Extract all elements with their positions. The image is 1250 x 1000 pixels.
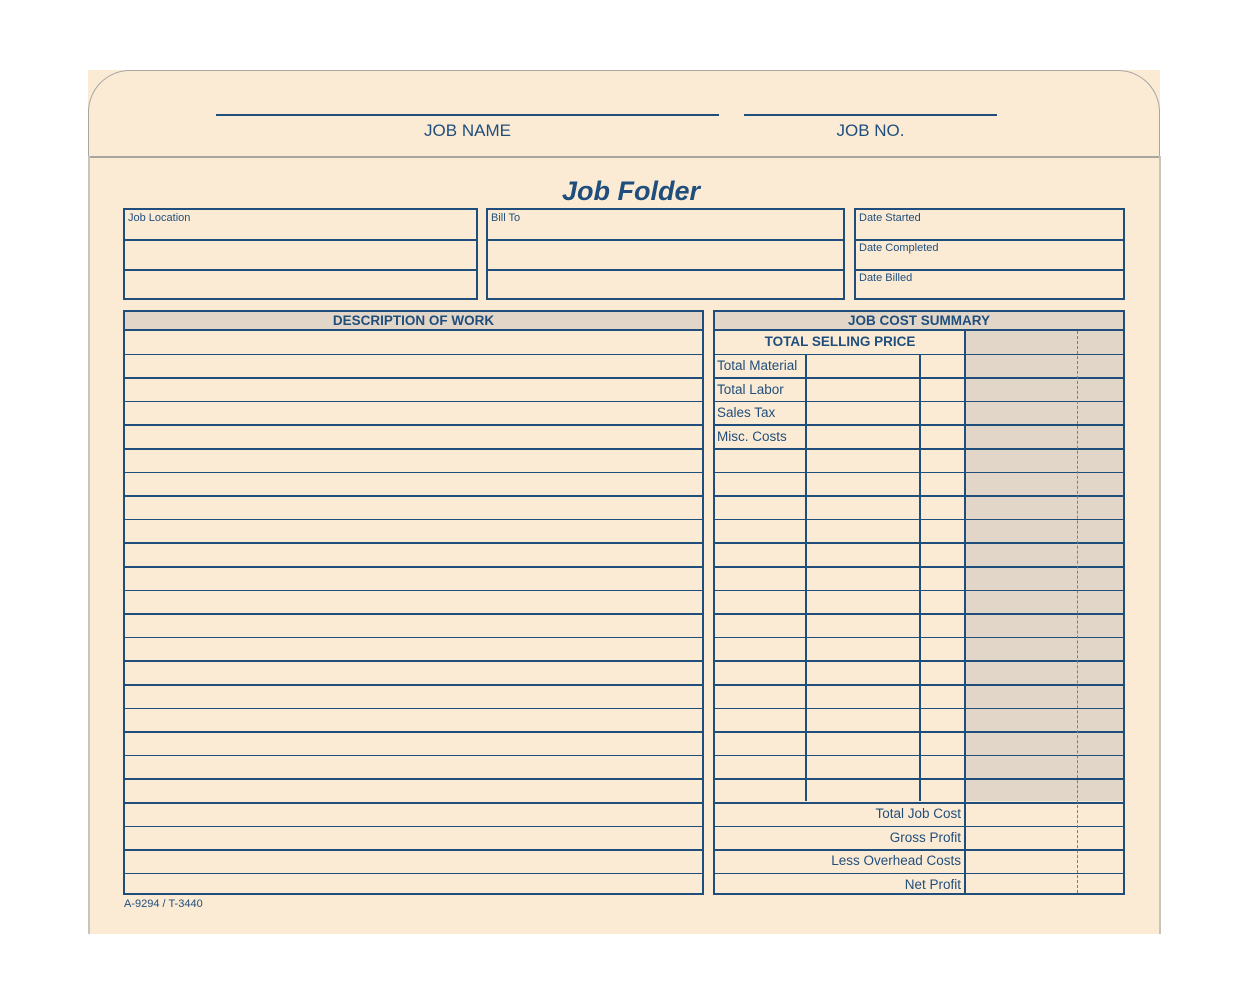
description-row-line [125,849,702,851]
folder-right-edge [1159,156,1161,934]
row-divider [488,239,843,241]
description-row-line [125,778,702,780]
description-row-line [125,472,702,474]
date-started-label: Date Started [859,212,921,224]
date-billed-label: Date Billed [859,272,913,284]
description-row-line [125,637,702,639]
description-header: DESCRIPTION OF WORK [332,313,495,328]
cost-summary-box[interactable] [713,310,1125,895]
form-code: A-9294 / T-3440 [124,898,203,910]
description-row-line [125,708,702,710]
description-row-line [125,495,702,497]
total-job-cost-label: Total Job Cost [875,806,961,821]
job-no-label: JOB NO. [836,121,905,140]
description-box[interactable] [123,310,704,895]
sales-tax-label: Sales Tax [717,405,776,420]
row-divider [856,269,1123,271]
total-material-label: Total Material [717,358,798,373]
row-divider [125,239,476,241]
description-row-line [125,802,702,804]
description-row-line [125,613,702,615]
column-divider [805,355,807,801]
description-row-line [125,590,702,592]
cost-row-line [715,826,1123,828]
bill-to-box[interactable] [486,208,845,300]
folder-left-edge [88,156,90,934]
job-name-label: JOB NAME [424,121,511,140]
description-row-line [125,377,702,379]
date-completed-label: Date Completed [859,242,939,254]
bill-to-label: Bill To [491,212,521,224]
description-row-line [125,354,702,356]
cost-row-line [715,849,1123,851]
total-labor-label: Total Labor [717,382,784,397]
job-location-label: Job Location [128,212,191,224]
description-row-line [125,731,702,733]
job-no-line[interactable] [744,114,997,116]
description-row-line [125,542,702,544]
page-title: Job Folder [561,176,700,206]
net-profit-label: Net Profit [904,877,961,892]
cost-row-line [715,873,1123,875]
tab-fold-line [88,156,1160,158]
description-row-line [125,424,702,426]
description-row-line [125,519,702,521]
description-row-line [125,826,702,828]
job-location-box[interactable] [123,208,478,300]
dates-box[interactable] [854,208,1125,300]
description-row-line [125,448,702,450]
description-row-line [125,566,702,568]
description-row-line [125,684,702,686]
description-row-line [125,873,702,875]
column-divider [919,355,921,801]
row-divider [125,269,476,271]
less-overhead-costs-label: Less Overhead Costs [831,853,961,868]
cents-dashed-divider [1077,331,1078,893]
row-divider [856,239,1123,241]
cost-summary-header: JOB COST SUMMARY [847,313,990,328]
description-row-line [125,755,702,757]
gross-profit-label: Gross Profit [889,830,961,845]
amount-column-divider [964,331,966,893]
description-row-line [125,401,702,403]
misc-costs-label: Misc. Costs [717,429,787,444]
job-name-line[interactable] [216,114,719,116]
total-selling-price-label: TOTAL SELLING PRICE [764,334,916,349]
row-divider [488,269,843,271]
description-row-line [125,660,702,662]
cost-row-line [715,802,1123,804]
